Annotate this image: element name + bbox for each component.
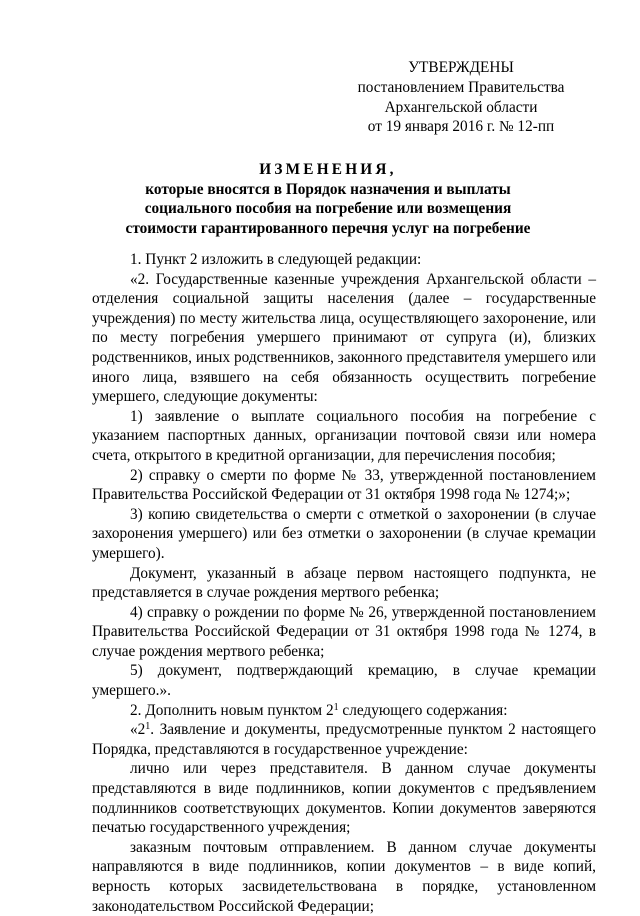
approval-date: от 19 января 2016 г. № 12-пп xyxy=(367,118,555,136)
paragraph: заказным почтовым отправлением. В данном случае документы направляются в виде подлинников, копии документов – в виде копий, верность которых засвидетельствована в порядке, установленном законодательством Российской Федерации; xyxy=(92,838,596,915)
paragraph: 3) копию свидетельства о смерти с отметкой о захоронении (в случае захоронения умершего) или без отметки о захоронении (в случае кремации умершего). xyxy=(92,505,596,562)
paragraph: 1) заявление о выплате социального пособия на погребение с указанием паспортных данных, организации почтовой связи или номера счета, открытого в кредитной организации, для перечисления пособия; xyxy=(92,407,596,464)
paragraph: 4) справку о рождении по форме № 26, утвержденной постановлением Правительства Российской Федерации от 31 октября 1998 года № 1274, в случае рождения мертвого ребенка; xyxy=(92,603,596,660)
paragraph-text: следующего содержания: xyxy=(338,701,508,719)
title-line: которые вносятся в Порядок назначения и выплаты xyxy=(145,180,511,198)
superscript: 1 xyxy=(145,721,151,733)
paragraph: «2. Государственные казенные учреждения Архангельской области – отделения социальной защиты населения (далее – государственные учреждения) по месту жительства лица, осуществляющего захоронение, или по месту погребения умершего принимают от супруга (и), близких родственников, иных родственников, законного представителя умершего или иного лица, взявшего на себя обязанность осуществить погребение умершего, следующие документы: xyxy=(92,270,596,406)
paragraph-text: . Заявление и документы, предусмотренные пунктом 2 настоящего Порядка, представляются в государственное учреждение: xyxy=(92,721,596,758)
superscript: 1 xyxy=(333,701,339,713)
paragraph-text: 2. Дополнить новым пунктом 2 xyxy=(130,701,334,719)
paragraph: Документ, указанный в абзаце первом настоящего подпункта, не представляется в случае рождения мертвого ребенка; xyxy=(92,564,596,602)
paragraph: 1. Пункт 2 изложить в следующей редакции: xyxy=(130,251,422,268)
title-line: стоимости гарантированного перечня услуг на погребение xyxy=(125,219,531,237)
approval-line: постановлением Правительства xyxy=(357,78,565,96)
approval-title: УТВЕРЖДЕНЫ xyxy=(408,59,514,76)
paragraph xyxy=(92,701,596,721)
paragraph: 5) документ, подтверждающий кремацию, в случае кремации умершего.». xyxy=(92,662,596,700)
paragraph: 2) справку о смерти по форме № 33, утвержденной постановлением Правительства Российской Федерации от 31 октября 1998 года № 1274;»; xyxy=(92,466,596,504)
approval-stamp xyxy=(356,58,566,137)
title-line: социального пособия на погребение или возмещения xyxy=(144,200,512,218)
document-title xyxy=(68,160,588,238)
paragraph xyxy=(92,720,596,759)
approval-line: Архангельской области xyxy=(384,98,538,116)
title-heading: ИЗМЕНЕНИЯ, xyxy=(259,161,397,178)
paragraph-text: «2 xyxy=(130,721,146,739)
paragraph: лично или через представителя. В данном случае документы представляются в виде подлинников, копии документов с предъявлением подлинников соответствующих документов. Копии документов заверяются печатью государственного учреждения; xyxy=(92,760,596,837)
document-body xyxy=(92,250,596,916)
